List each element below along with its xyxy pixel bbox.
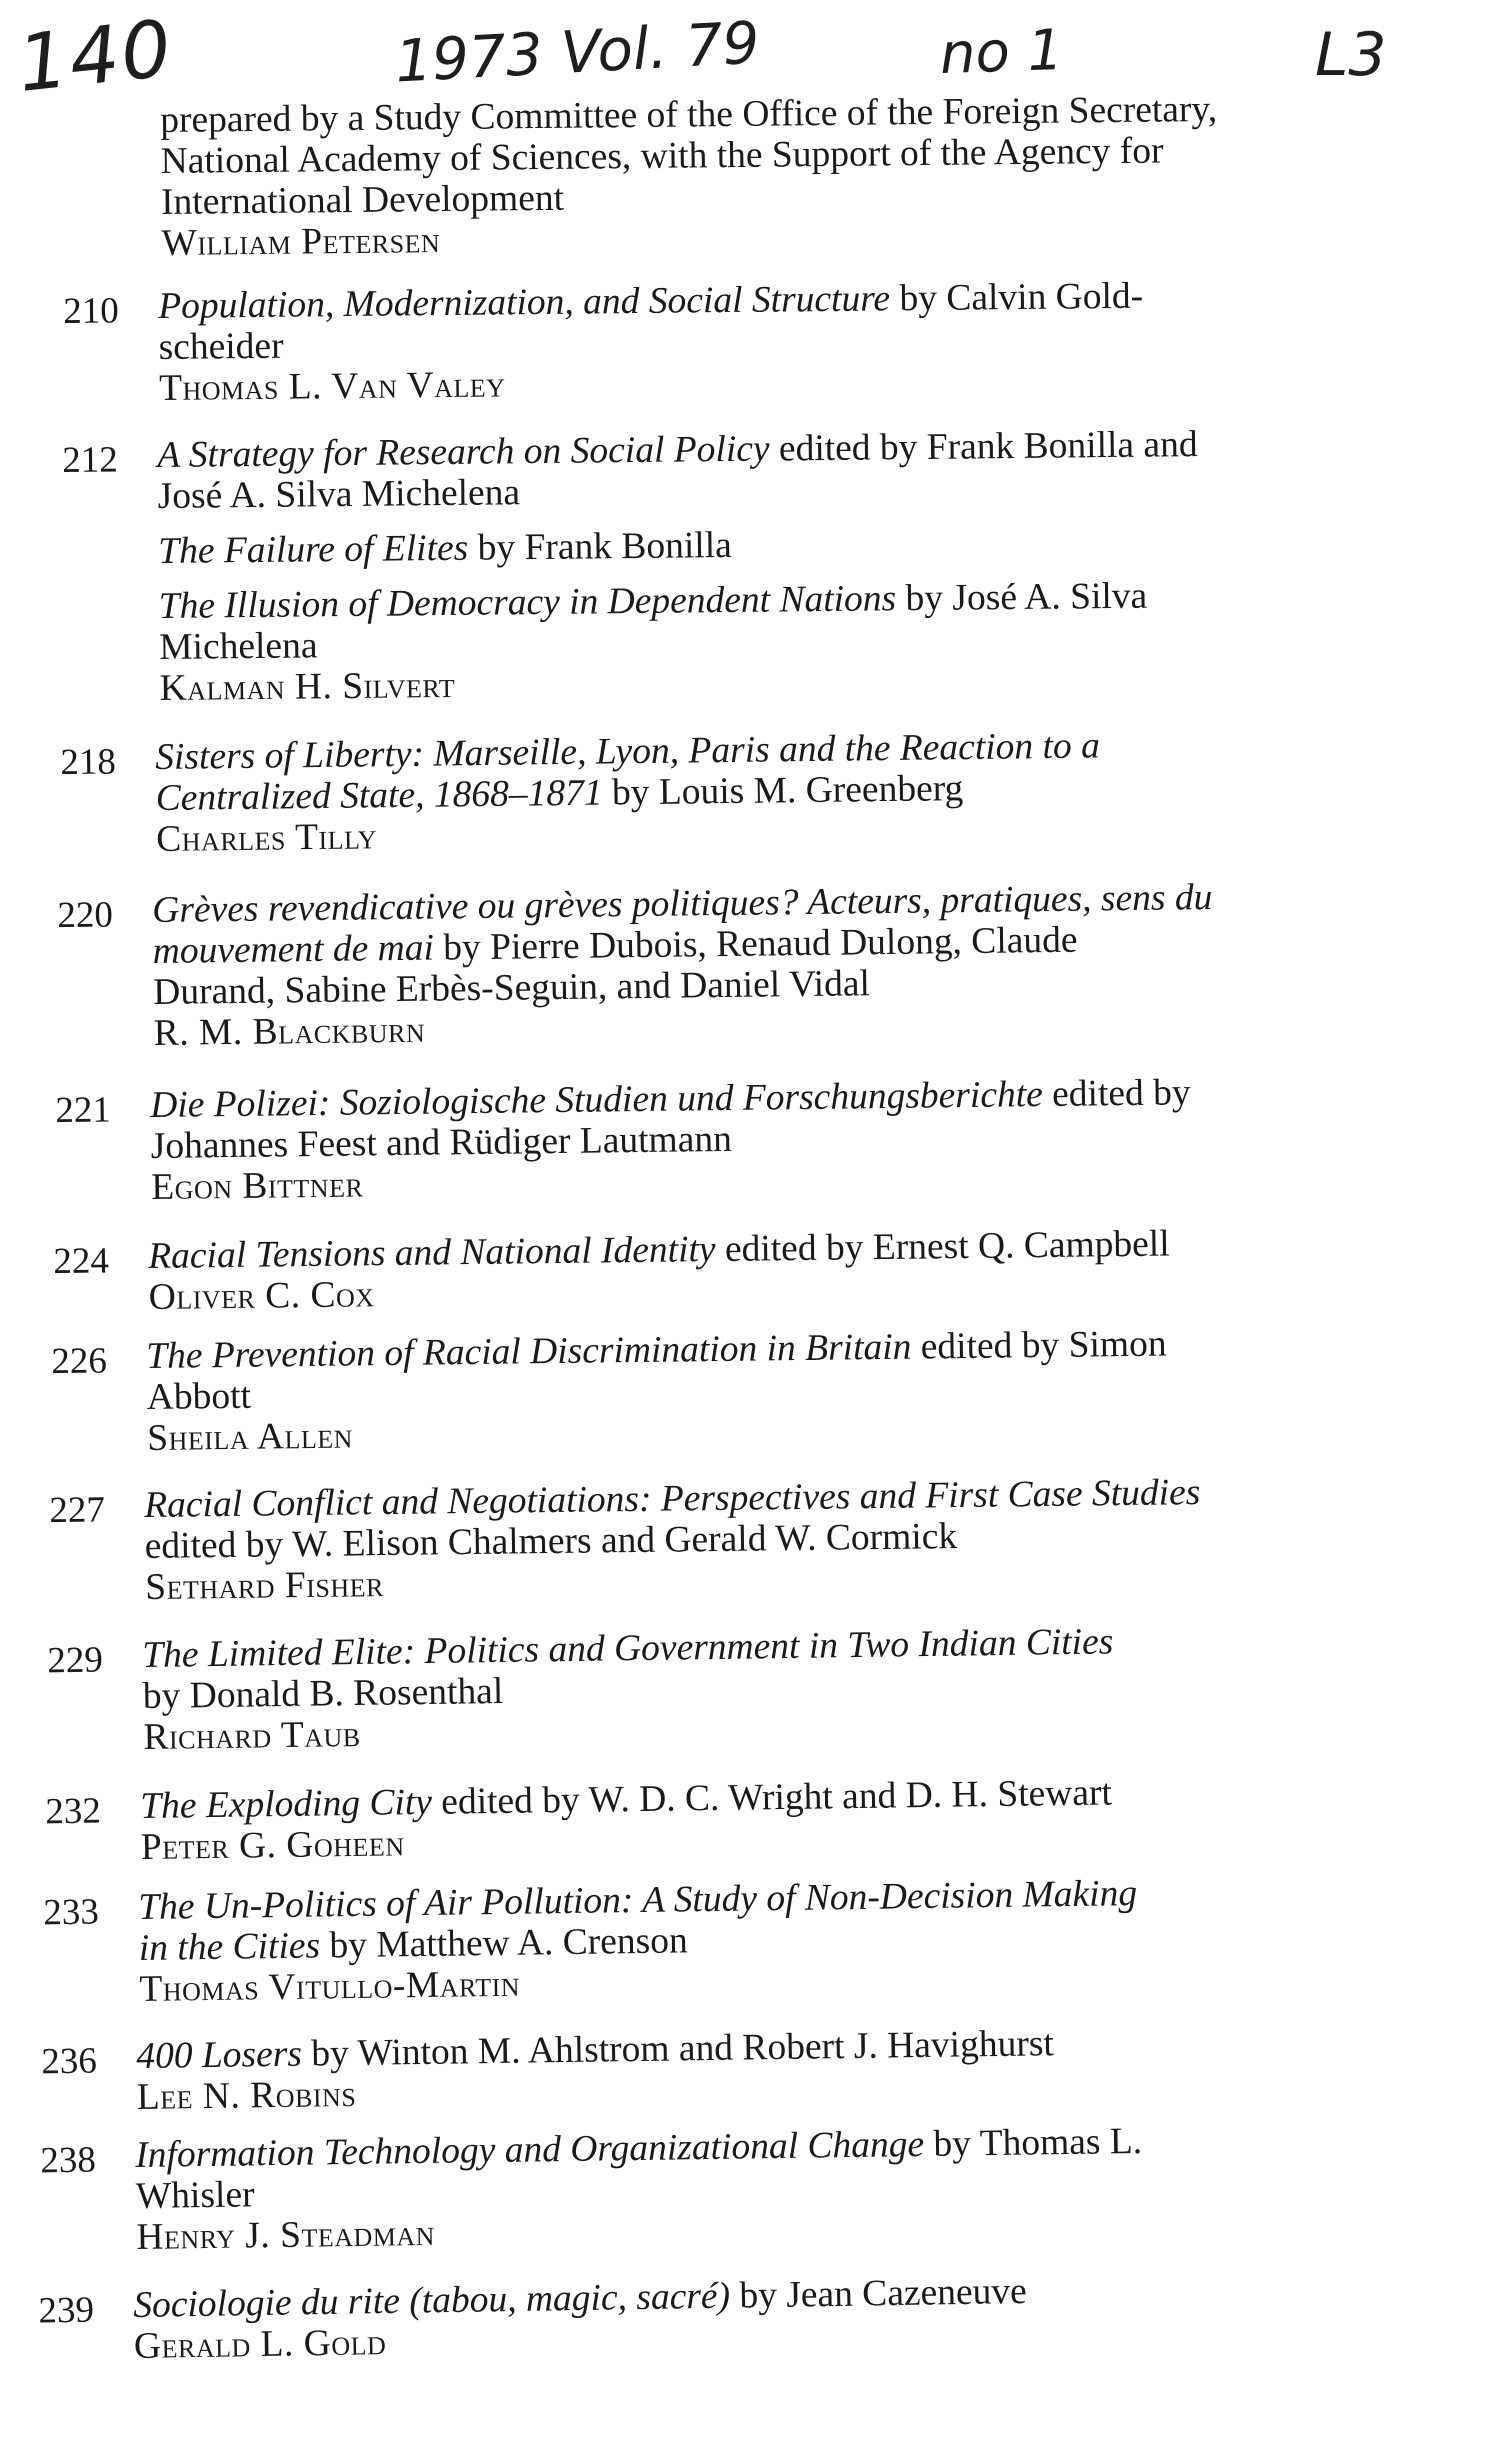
citation-text: edited by xyxy=(1042,1072,1191,1116)
citation-text: by Pierre Dubois, Renaud Dulong, Claude xyxy=(433,919,1078,969)
reviewer-name: R. M. Blackburn xyxy=(153,1009,426,1054)
book-title: The Un-Politics of Air Pollution: A Study of Non-Decision Making xyxy=(138,1873,1138,1928)
book-title: Grèves revendicative ou grèves politiques? Acteurs, pratiques, sens du xyxy=(152,877,1213,931)
citation-text: by Calvin Gold- xyxy=(889,275,1144,320)
book-title: Die Polizei: Soziologische Studien und Forschungsberichte xyxy=(150,1074,1044,1126)
citation-text: Whisler xyxy=(135,2174,255,2217)
page-number: 224 xyxy=(53,1240,110,1283)
citation-text: prepared by a Study Committee of the Office of the Foreign Secretary, xyxy=(160,88,1218,141)
page-number: 233 xyxy=(43,1891,100,1934)
book-title: mouvement de mai xyxy=(152,927,435,972)
citation-text: Abbott xyxy=(146,1375,252,1418)
book-title: Sociologie du rite (tabou, magic, sacré) xyxy=(133,2275,731,2326)
citation-text: edited by Ernest Q. Campbell xyxy=(715,1223,1170,1271)
page-number: 239 xyxy=(38,2289,95,2332)
book-title: The Illusion of Democracy in Dependent Nations xyxy=(158,578,897,627)
book-title: Population, Modernization, and Social Structure xyxy=(158,278,891,327)
citation-text: scheider xyxy=(158,325,284,368)
citation-text: by José A. Silva xyxy=(895,575,1148,620)
reviewer-name: Egon Bittner xyxy=(151,1164,364,1208)
citation-text: edited by W. D. C. Wright and D. H. Stewart xyxy=(431,1772,1113,1823)
citation-line xyxy=(158,518,1388,572)
page-number: 212 xyxy=(62,439,118,481)
book-title: Information Technology and Organizational Change xyxy=(135,2123,925,2176)
book-title: in the Cities xyxy=(138,1925,321,1969)
citation-text: by Jean Cazeneuve xyxy=(729,2270,1028,2317)
citation-text: edited by Simon xyxy=(911,1323,1167,1368)
book-title: A Strategy for Research on Social Policy xyxy=(157,428,770,476)
page-number: 229 xyxy=(47,1639,104,1682)
review-entry xyxy=(43,1870,1370,2010)
handwritten-year-volume: 1973 Vol. 79 xyxy=(393,8,762,96)
book-title: The Prevention of Racial Discrimination in Britain xyxy=(146,1326,912,1377)
reviewer-name: Henry J. Steadman xyxy=(136,2212,436,2258)
review-entry xyxy=(63,273,1389,409)
citation-text: by Winton M. Ahlstrom and Robert J. Havighurst xyxy=(301,2023,1055,2075)
reviewer-name: Gerald L. Gold xyxy=(133,2322,387,2367)
citation-text: International Development xyxy=(160,177,565,223)
review-entry xyxy=(160,87,1392,264)
citation-text: by Donald B. Rosenthal xyxy=(142,1670,504,1717)
book-title: 400 Losers xyxy=(136,2033,303,2077)
review-entry xyxy=(45,1769,1371,1868)
review-entry xyxy=(49,1470,1375,1608)
citation-text: José A. Silva Michelena xyxy=(157,472,521,517)
book-title: The Limited Elite: Politics and Government in Two Indian Cities xyxy=(142,1621,1114,1676)
reviewer-name: Oliver C. Cox xyxy=(148,1274,375,1318)
reviewer-name: Peter G. Goheen xyxy=(140,1823,405,1868)
review-entry xyxy=(62,422,1390,709)
page-number: 232 xyxy=(45,1790,102,1833)
citation-text: Michelena xyxy=(159,625,318,668)
handwritten-issue: no 1 xyxy=(938,17,1065,88)
page-number: 220 xyxy=(57,894,114,937)
page-number: 227 xyxy=(49,1489,106,1532)
reviewer-name: Thomas L. Van Valey xyxy=(158,364,506,409)
citation-text: National Academy of Sciences, with the Support of the Agency for xyxy=(160,130,1164,182)
review-entry xyxy=(53,1221,1379,1318)
page-number: 236 xyxy=(41,2040,98,2083)
book-title: Sisters of Liberty: Marseille, Lyon, Paris and the Reaction to a xyxy=(155,725,1101,778)
review-entry xyxy=(55,1070,1381,1208)
book-title: The Exploding City xyxy=(140,1781,433,1827)
citation-text: by Louis M. Greenberg xyxy=(602,768,964,814)
citation-text: edited by W. Elison Chalmers and Gerald W. Cormick xyxy=(144,1516,958,1567)
book-title: Racial Tensions and National Identity xyxy=(148,1229,716,1277)
citation-text: by Frank Bonilla xyxy=(468,524,732,569)
citation-text: Durand, Sabine Erbès-Seguin, and Daniel Vidal xyxy=(153,963,871,1013)
review-entry xyxy=(57,875,1384,1054)
page-number: 226 xyxy=(51,1340,108,1383)
book-title: The Failure of Elites xyxy=(158,527,469,572)
book-title: Centralized State, 1868–1871 xyxy=(155,772,603,819)
reviewer-name: Kalman H. Silvert xyxy=(159,664,456,709)
review-entry xyxy=(41,2019,1367,2118)
page-number: 210 xyxy=(63,290,119,332)
citation-text: Johannes Feest and Rüdiger Lautmann xyxy=(150,1118,733,1167)
page-number: 221 xyxy=(55,1089,112,1132)
reviewer-name: Sethard Fisher xyxy=(145,1564,385,1608)
reviewer-name: Thomas Vitullo-Martin xyxy=(139,1963,521,2010)
citation-text: by Matthew A. Crenson xyxy=(319,1920,689,1967)
review-entry xyxy=(40,2118,1367,2258)
reviewer-name: Sheila Allen xyxy=(147,1415,354,1459)
citation-text: by Thomas L. xyxy=(923,2120,1143,2165)
reviewer-name: Lee N. Robins xyxy=(136,2073,357,2118)
page-number: 218 xyxy=(60,741,117,784)
reviewer-name: Richard Taub xyxy=(143,1713,361,1758)
reviewer-name: William Petersen xyxy=(161,220,441,264)
page-number: 238 xyxy=(40,2139,97,2182)
handwritten-number: 140 xyxy=(13,4,178,110)
review-entry xyxy=(38,2266,1364,2367)
review-entry xyxy=(47,1618,1374,1758)
reviewer-name: Charles Tilly xyxy=(156,816,378,860)
review-entry xyxy=(60,722,1386,860)
citation-text: edited by Frank Bonilla and xyxy=(769,424,1198,470)
review-entry xyxy=(51,1321,1377,1459)
book-title: Racial Conflict and Negotiations: Perspectives and First Case Studies xyxy=(144,1472,1201,1526)
handwritten-mark: L3 xyxy=(1315,20,1387,90)
